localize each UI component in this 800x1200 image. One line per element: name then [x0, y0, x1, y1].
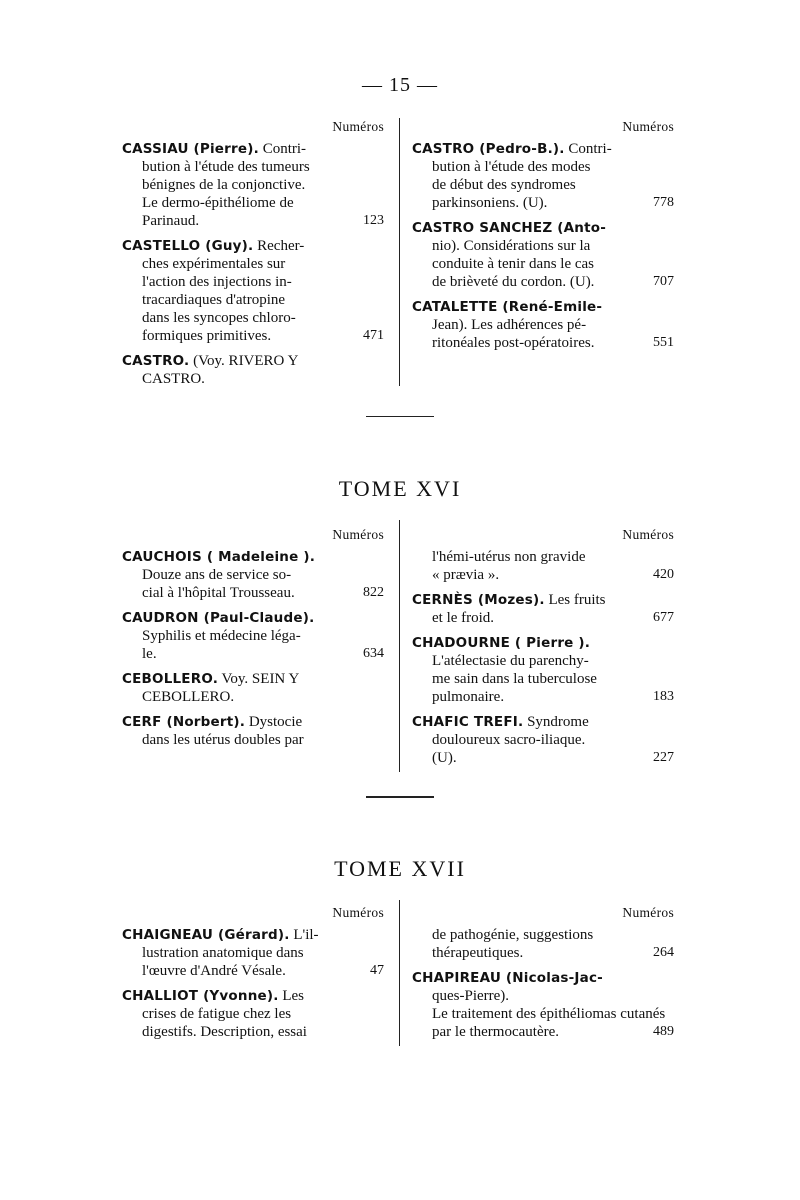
- author-name: CAUDRON (Paul-Claude).: [122, 610, 315, 626]
- entry-line: [122, 713, 384, 731]
- entry-line: [122, 609, 384, 627]
- thesis-number: 551: [653, 335, 674, 350]
- title-text: Les fruits: [544, 592, 606, 608]
- entry-text: [142, 176, 305, 194]
- entry-text: [432, 1005, 665, 1023]
- entry-line: [122, 176, 384, 194]
- entry-line: [412, 194, 674, 212]
- title-text: digestifs. Description, essai: [142, 1024, 307, 1040]
- entry-text: [432, 194, 547, 212]
- entry-line: [122, 688, 384, 706]
- entry-text: [432, 944, 523, 962]
- entry-line: [122, 158, 384, 176]
- title-text: CEBOLLERO.: [142, 689, 235, 705]
- entry-line: [122, 291, 384, 309]
- entry-text: [412, 140, 612, 158]
- entry-text: [412, 969, 603, 987]
- entry-text: [412, 713, 589, 731]
- thesis-number: 123: [363, 213, 384, 228]
- entry-text: [142, 645, 157, 663]
- thesis-number: 822: [363, 585, 384, 600]
- entry-text: [122, 609, 314, 627]
- entry-line: [412, 219, 674, 237]
- index-entry: [122, 609, 384, 663]
- title-text: cial à l'hôpital Trousseau.: [142, 585, 295, 601]
- title-text: lustration anatomique dans: [142, 945, 304, 961]
- title-text: formiques primitives.: [142, 328, 272, 344]
- entry-line: [412, 548, 674, 566]
- author-name: CHALLIOT (Yvonne).: [122, 988, 279, 1004]
- author-name: CATALETTE (René-Emile-: [412, 299, 603, 315]
- entry-text: [142, 944, 304, 962]
- entry-text: [412, 634, 590, 652]
- entry-text: [432, 926, 593, 944]
- entry-text: [122, 670, 299, 688]
- entry-line: [122, 548, 384, 566]
- entry-line: [412, 316, 674, 334]
- page-number: — 15 —: [362, 74, 438, 96]
- entry-text: [432, 548, 586, 566]
- title-text: nio). Considérations sur la: [432, 238, 591, 254]
- vertical-divider-1: [399, 118, 400, 386]
- index-column-left: [122, 118, 384, 395]
- horizontal-divider-1: [366, 416, 434, 417]
- title-text: « prævia ».: [432, 567, 500, 583]
- entry-text: [142, 158, 310, 176]
- index-entry: [412, 298, 674, 352]
- index-entry: [412, 548, 674, 584]
- title-text: ritonéales post-opératoires.: [432, 335, 595, 351]
- title-text: bénignes de la conjonctive.: [142, 177, 306, 193]
- title-text: l'hémi-utérus non gravide: [432, 549, 586, 565]
- entry-line: [122, 926, 384, 944]
- vertical-divider-3: [399, 900, 400, 1046]
- entry-line: [412, 298, 674, 316]
- entry-line: [122, 352, 384, 370]
- entry-line: [122, 1023, 384, 1041]
- author-name: CEBOLLERO.: [122, 671, 219, 687]
- tome-xvi-title: TOME XVI: [338, 476, 462, 501]
- index-entry: [122, 237, 384, 345]
- entry-text: [122, 237, 304, 255]
- title-text: Dystocie: [245, 714, 303, 730]
- entry-text: [142, 255, 285, 273]
- title-text: pulmonaire.: [432, 689, 505, 705]
- title-text: Parinaud.: [142, 213, 200, 229]
- title-text: dans les utérus doubles par: [142, 732, 304, 748]
- entry-line: [122, 731, 384, 749]
- entry-line: [412, 591, 674, 609]
- entry-text: [412, 219, 606, 237]
- tome-xvii-title: TOME XVII: [334, 856, 466, 881]
- entry-line: [412, 334, 674, 352]
- title-text: l'œuvre d'André Vésale.: [142, 963, 286, 979]
- entry-text: [142, 370, 205, 388]
- title-text: de début des syndromes: [432, 177, 576, 193]
- entry-line: [412, 609, 674, 627]
- title-text: (Voy. RIVERO Y: [189, 353, 299, 369]
- numeros-header: Numéros: [332, 527, 384, 542]
- title-text: CASTRO.: [142, 371, 205, 387]
- title-text: et le froid.: [432, 610, 495, 626]
- index-entry: [122, 713, 384, 749]
- index-entry: [412, 634, 674, 706]
- title-text: Les: [278, 988, 304, 1004]
- entry-line: [412, 944, 674, 962]
- entry-line: [412, 176, 674, 194]
- entry-text: [432, 176, 576, 194]
- title-text: Recher-: [253, 238, 305, 254]
- entry-line: [122, 273, 384, 291]
- entry-text: [432, 688, 504, 706]
- author-name: CHAFIC TREFI.: [412, 714, 524, 730]
- thesis-number: 677: [653, 610, 674, 625]
- title-text: parkinsoniens. (U).: [432, 195, 548, 211]
- author-name: CASTRO.: [122, 353, 190, 369]
- title-text: L'atélectasie du parenchy-: [432, 653, 589, 669]
- title-text: ches expérimentales sur: [142, 256, 286, 272]
- entry-line: [122, 584, 384, 602]
- entry-line: [412, 926, 674, 944]
- author-name: CHAPIREAU (Nicolas-Jac-: [412, 970, 603, 986]
- title-text: Jean). Les adhérences pé-: [432, 317, 587, 333]
- entry-line: [122, 645, 384, 663]
- entry-text: [142, 212, 199, 230]
- index-entry: [412, 969, 674, 1041]
- title-text: de brièveté du cordon. (U).: [432, 274, 595, 290]
- entry-text: [432, 237, 590, 255]
- entry-line: [412, 1005, 674, 1023]
- title-text: L'il-: [289, 927, 319, 943]
- entry-line: [412, 255, 674, 273]
- entry-line: [122, 962, 384, 980]
- entry-line: [412, 987, 674, 1005]
- entry-text: [142, 194, 294, 212]
- index-entry: [122, 548, 384, 602]
- thesis-number: 227: [653, 750, 674, 765]
- title-text: ques-Pierre).: [432, 988, 510, 1004]
- entry-line: [412, 566, 674, 584]
- entry-text: [122, 352, 298, 370]
- entry-text: [142, 584, 295, 602]
- entry-text: [142, 688, 234, 706]
- author-name: CASSIAU (Pierre).: [122, 141, 259, 157]
- vertical-divider-2: [399, 520, 400, 772]
- entry-text: [412, 298, 602, 316]
- index-entry: [412, 713, 674, 767]
- index-entry: [122, 140, 384, 230]
- index-entry: [122, 352, 384, 388]
- entry-line: [412, 969, 674, 987]
- entry-text: [142, 291, 285, 309]
- entry-line: [122, 212, 384, 230]
- title-text: me sain dans la tuberculose: [432, 671, 597, 687]
- author-name: CERF (Norbert).: [122, 714, 246, 730]
- numeros-header: Numéros: [622, 527, 674, 542]
- author-name: CERNÈS (Mozes).: [412, 592, 545, 608]
- entry-line: [122, 566, 384, 584]
- title-text: crises de fatigue chez les: [142, 1006, 292, 1022]
- title-text: conduite à tenir dans le cas: [432, 256, 595, 272]
- entry-text: [142, 731, 304, 749]
- entry-line: [412, 670, 674, 688]
- entry-line: [122, 670, 384, 688]
- title-text: Contri-: [258, 141, 307, 157]
- title-text: Le traitement des épithéliomas cutanés: [432, 1006, 666, 1022]
- entry-line: [412, 1023, 674, 1041]
- entry-line: [412, 731, 674, 749]
- index-column-right: [412, 526, 674, 774]
- entry-text: [432, 670, 597, 688]
- entry-line: [122, 194, 384, 212]
- entry-text: [432, 1023, 559, 1041]
- title-text: tracardiaques d'atropine: [142, 292, 286, 308]
- index-column-left: [122, 526, 384, 756]
- index-column-left: [122, 904, 384, 1048]
- index-entry: [412, 140, 674, 212]
- title-text: de pathogénie, suggestions: [432, 927, 594, 943]
- entry-line: [122, 627, 384, 645]
- entry-text: [142, 273, 292, 291]
- entry-line: [412, 749, 674, 767]
- entry-text: [122, 713, 302, 731]
- thesis-number: 47: [370, 963, 384, 978]
- title-text: Syphilis et médecine léga-: [142, 628, 301, 644]
- entry-text: [142, 309, 296, 327]
- thesis-number: 264: [653, 945, 674, 960]
- entry-line: [122, 987, 384, 1005]
- thesis-number: 634: [363, 646, 384, 661]
- entry-line: [412, 273, 674, 291]
- author-name: CASTELLO (Guy).: [122, 238, 254, 254]
- thesis-number: 489: [653, 1024, 674, 1039]
- index-entry: [122, 670, 384, 706]
- numeros-header: Numéros: [622, 905, 674, 920]
- entry-line: [122, 309, 384, 327]
- author-name: CHAIGNEAU (Gérard).: [122, 927, 290, 943]
- numeros-header: Numéros: [622, 119, 674, 134]
- entry-text: [122, 140, 306, 158]
- entry-text: [432, 731, 585, 749]
- index-entry: [122, 926, 384, 980]
- title-text: bution à l'étude des modes: [432, 159, 591, 175]
- entry-text: [432, 987, 509, 1005]
- entry-text: [122, 548, 315, 566]
- entry-line: [122, 140, 384, 158]
- index-entry: [122, 987, 384, 1041]
- entry-line: [412, 140, 674, 158]
- entry-line: [122, 255, 384, 273]
- author-name: CASTRO SANCHEZ (Anto-: [412, 220, 607, 236]
- title-text: Douze ans de service so-: [142, 567, 292, 583]
- entry-text: [432, 566, 499, 584]
- entry-line: [412, 713, 674, 731]
- entry-text: [142, 627, 301, 645]
- thesis-number: 183: [653, 689, 674, 704]
- entry-line: [122, 370, 384, 388]
- author-name: CHADOURNE ( Pierre ).: [412, 635, 591, 651]
- index-entry: [412, 591, 674, 627]
- entry-line: [412, 688, 674, 706]
- entry-text: [432, 255, 594, 273]
- entry-text: [142, 327, 271, 345]
- entry-text: [432, 334, 594, 352]
- title-text: Voy. SEIN Y: [218, 671, 300, 687]
- entry-line: [122, 237, 384, 255]
- entry-line: [412, 237, 674, 255]
- entry-text: [432, 158, 591, 176]
- entry-text: [432, 749, 457, 767]
- entry-line: [412, 652, 674, 670]
- title-text: par le thermocautère.: [432, 1024, 560, 1040]
- index-column-right: [412, 904, 674, 1048]
- horizontal-divider-2: [366, 796, 434, 798]
- title-text: dans les syncopes chloro-: [142, 310, 296, 326]
- index-column-right: [412, 118, 674, 359]
- thesis-number: 471: [363, 328, 384, 343]
- entry-text: [432, 652, 589, 670]
- entry-text: [142, 962, 286, 980]
- title-text: (U).: [432, 750, 457, 766]
- entry-text: [142, 566, 291, 584]
- author-name: CAUCHOIS ( Madeleine ).: [122, 549, 316, 565]
- index-entry: [412, 219, 674, 291]
- title-text: bution à l'étude des tumeurs: [142, 159, 310, 175]
- entry-text: [432, 273, 594, 291]
- entry-line: [412, 634, 674, 652]
- thesis-number: 707: [653, 274, 674, 289]
- entry-line: [122, 944, 384, 962]
- entry-line: [122, 327, 384, 345]
- entry-text: [142, 1023, 307, 1041]
- entry-text: [412, 591, 606, 609]
- entry-text: [432, 609, 494, 627]
- entry-line: [122, 1005, 384, 1023]
- numeros-header: Numéros: [332, 119, 384, 134]
- title-text: thérapeutiques.: [432, 945, 524, 961]
- thesis-number: 420: [653, 567, 674, 582]
- entry-line: [412, 158, 674, 176]
- numeros-header: Numéros: [332, 905, 384, 920]
- title-text: l'action des injections in-: [142, 274, 292, 290]
- title-text: Le dermo-épithéliome de: [142, 195, 294, 211]
- title-text: Syndrome: [523, 714, 589, 730]
- entry-text: [122, 926, 319, 944]
- title-text: Contri-: [564, 141, 612, 157]
- thesis-number: 778: [653, 195, 674, 210]
- entry-text: [432, 316, 586, 334]
- entry-text: [142, 1005, 291, 1023]
- index-entry: [412, 926, 674, 962]
- author-name: CASTRO (Pedro-B.).: [412, 141, 565, 157]
- title-text: le.: [142, 646, 157, 662]
- title-text: douloureux sacro-iliaque.: [432, 732, 586, 748]
- entry-text: [122, 987, 304, 1005]
